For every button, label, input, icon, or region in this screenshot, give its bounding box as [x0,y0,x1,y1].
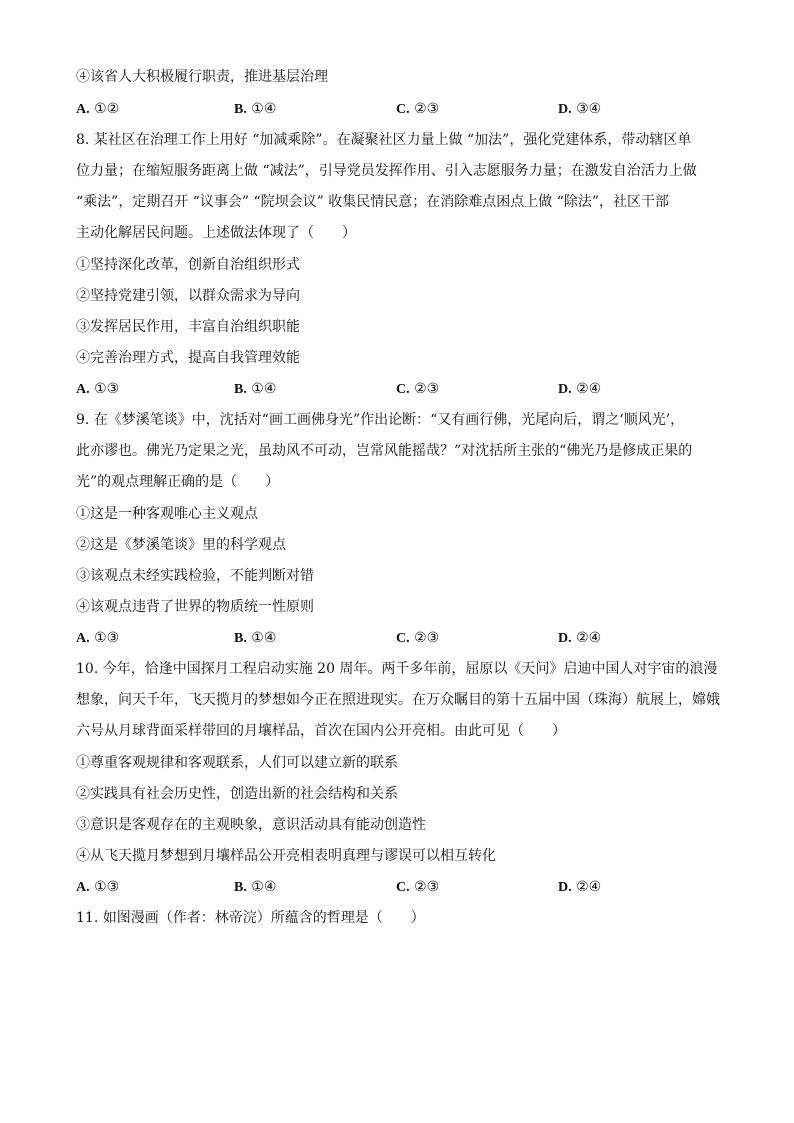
option-text: ③④ [576,101,602,117]
answer-option-b [234,99,276,120]
option-letter: B. [234,880,247,895]
question-10-item: ③意识是客观存在的主观映象，意识活动具有能动创造性 [76,817,426,833]
question-9-item: ②这是《梦溪笔谈》里的科学观点 [76,537,286,553]
option-text: ①④ [251,101,277,117]
option-text: ②③ [414,101,440,117]
question-10-item: ④从飞天揽月梦想到月壤样品公开亮相表明真理与谬误可以相互转化 [76,848,496,864]
option-letter: A. [76,631,90,646]
option-text: ①④ [251,630,277,646]
question-10-stem-line: 六号从月球背面采样带回的月壤样品，首次在国内公开亮相。由此可见（ ） [76,723,566,739]
answer-option-c [396,877,439,898]
answer-option-a [76,379,119,400]
answer-option-d [558,379,601,400]
option-letter: D. [558,102,572,117]
question-9-stem-line: 9. 在《梦溪笔谈》中，沈括对“画工画佛身光”作出论断：“又有画行佛，光尾向后，谓之‘顺风光’， [76,412,685,428]
option-text: ①④ [251,879,277,895]
option-letter: B. [234,382,247,397]
answer-option-c [396,379,439,400]
question-8-item: ④完善治理方式，提高自我管理效能 [76,350,300,366]
question-8-stem-line: “乘法”，定期召开 “议事会” “院坝会议” 收集民情民意；在消除难点困点上做 “除法”，社区干部 [76,194,670,210]
option-letter: A. [76,102,90,117]
option-text: ①③ [94,381,120,397]
answer-option-d [558,877,601,898]
option-item-4: ④该省人大积极履行职责，推进基层治理 [76,69,328,85]
option-letter: D. [558,631,572,646]
option-text: ①③ [94,630,120,646]
question-8-item: ②坚持党建引领，以群众需求为导向 [76,288,300,304]
option-letter: C. [396,631,410,646]
question-8-stem-line: 位力量；在缩短服务距离上做 “减法”，引导党员发挥作用、引入志愿服务力量；在激发自治活力上做 [76,163,697,179]
answer-option-b [234,379,276,400]
answer-option-a [76,99,119,120]
question-9-item: ③该观点未经实践检验，不能判断对错 [76,568,314,584]
option-text: ②④ [576,879,602,895]
option-text: ②③ [414,630,440,646]
option-text: ②③ [414,381,440,397]
question-9-item: ①这是一种客观唯心主义观点 [76,506,258,522]
option-letter: B. [234,102,247,117]
option-letter: A. [76,382,90,397]
question-10-item: ②实践具有社会历史性，创造出新的社会结构和关系 [76,786,398,802]
question-9-stem-line: 光”的观点理解正确的是（ ） [76,474,280,490]
option-letter: D. [558,880,572,895]
option-letter: C. [396,382,410,397]
option-text: ①② [94,101,120,117]
option-text: ②④ [576,630,602,646]
option-text: ①③ [94,879,120,895]
question-10-item: ①尊重客观规律和客观联系，人们可以建立新的联系 [76,755,398,771]
option-letter: C. [396,880,410,895]
question-11-stem-line: 11. 如图漫画（作者：林帝浣）所蕴含的哲理是（ ） [76,910,425,926]
answer-option-b [234,877,276,898]
question-8-stem-line: 8. 某社区在治理工作上用好 “加减乘除”。在凝聚社区力量上做 “加法”，强化党建体系，带动辖区单 [76,132,692,148]
answer-option-a [76,628,119,649]
option-letter: B. [234,631,247,646]
option-text: ①④ [251,381,277,397]
answer-option-c [396,99,439,120]
answer-option-c [396,628,439,649]
answer-option-b [234,628,276,649]
question-10-stem-line: 10. 今年，恰逢中国探月工程启动实施 20 周年。两千多年前，屈原以《天问》启迪中国人对宇宙的浪漫 [76,661,718,677]
option-letter: A. [76,880,90,895]
option-text: ②③ [414,879,440,895]
answer-option-a [76,877,119,898]
option-text: ②④ [576,381,602,397]
option-letter: C. [396,102,410,117]
answer-option-d [558,99,601,120]
question-9-item: ④该观点违背了世界的物质统一性原则 [76,599,314,615]
answer-option-d [558,628,601,649]
question-10-stem-line: 想象，问天千年，飞天揽月的梦想如今正在照进现实。在万众瞩目的第十五届中国（珠海）航展上，嫦娥 [76,692,720,708]
question-9-stem-line: 此亦谬也。佛光乃定果之光，虽劫风不可动，岂常风能摇哉？”对沈括所主张的“佛光乃是修成正果的 [76,443,693,459]
question-8-stem-line: 主动化解居民问题。上述做法体现了（ ） [76,225,356,241]
question-8-item: ①坚持深化改革，创新自治组织形式 [76,257,300,273]
question-8-item: ③发挥居民作用，丰富自治组织职能 [76,319,300,335]
option-letter: D. [558,382,572,397]
